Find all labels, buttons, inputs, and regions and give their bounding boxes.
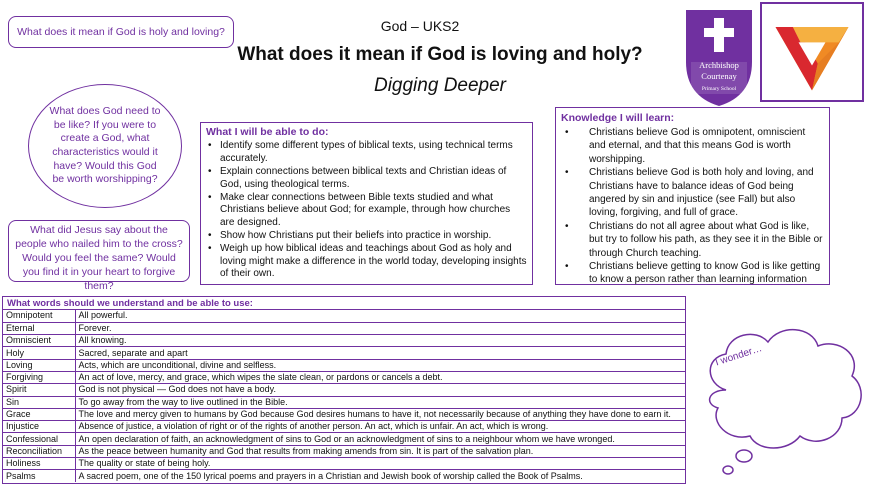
vocab-term: Holy xyxy=(3,347,75,359)
vocab-term: Psalms xyxy=(3,470,75,482)
brand-triangle-logo xyxy=(760,2,864,102)
question-text: What does it mean if God is holy and loving? xyxy=(17,26,225,38)
thought-cloud xyxy=(696,318,868,480)
able-to-do-box xyxy=(200,122,533,285)
vocabulary-table-box xyxy=(2,296,686,484)
vocab-term: Eternal xyxy=(3,322,75,334)
vocab-definition: As the peace between humanity and God that results from making amends from sin. It is part of the salvation plan. xyxy=(75,445,685,457)
table-row xyxy=(3,335,685,347)
table-row xyxy=(3,371,685,383)
table-row xyxy=(3,384,685,396)
vocab-definition: God is not physical — God does not have a body. xyxy=(75,384,685,396)
vocab-definition: Forever. xyxy=(75,322,685,334)
vocab-term: Reconciliation xyxy=(3,445,75,457)
vocabulary-table xyxy=(3,310,685,482)
vocab-definition: Absence of justice, a violation of right or of the rights of another person. An act, which is unfair. An act, which is wrong. xyxy=(75,421,685,433)
table-row xyxy=(3,445,685,457)
table-row xyxy=(3,470,685,482)
knowledge-item: • Christians believe getting to know God is like getting to know a person rather than learning information xyxy=(561,260,824,287)
vocab-definition: Sacred, separate and apart xyxy=(75,347,685,359)
vocab-term: Holiness xyxy=(3,458,75,470)
vocab-term: Omnipotent xyxy=(3,310,75,322)
table-row xyxy=(3,347,685,359)
vocab-definition: The love and mercy given to humans by God because God desires humans to have it, not necessarily because of anything they have done to earn it. xyxy=(75,408,685,420)
knowledge-item: • Christians do not all agree about what God is like, but try to follow his path, as they see it in the Bible or through Church teaching. xyxy=(561,220,824,260)
vocab-definition: All knowing. xyxy=(75,335,685,347)
table-row xyxy=(3,458,685,470)
table-row xyxy=(3,396,685,408)
question-text: What did Jesus say about the people who nailed him to the cross? Would you feel the same? Would you find it in your heart to forgive them? xyxy=(15,224,183,292)
vocab-term: Injustice xyxy=(3,421,75,433)
table-row xyxy=(3,359,685,371)
able-title: What I will be able to do: xyxy=(206,126,329,138)
vocab-term: Sin xyxy=(3,396,75,408)
school-name-line3: Primary School xyxy=(701,86,737,92)
vocab-term: Grace xyxy=(3,408,75,420)
vocab-term: Spirit xyxy=(3,384,75,396)
question-text: What does God need to be like? If you were to create a God, what characteristics would it have? Would this God be worth worshipping? xyxy=(49,105,161,186)
knowledge-title: Knowledge I will learn: xyxy=(561,112,675,124)
vocab-definition: An open declaration of faith, an acknowledgment of sins to God or an acknowledgment of sins to a neighbour whom we have wronged. xyxy=(75,433,685,445)
able-item: • Explain connections between biblical texts and Christian ideas of God, using theological terms. xyxy=(206,166,527,192)
vocab-term: Forgiving xyxy=(3,371,75,383)
school-name-line1: Archbishop xyxy=(699,60,739,70)
vocab-definition: Acts, which are unconditional, divine and selfless. xyxy=(75,359,685,371)
vocab-definition: An act of love, mercy, and grace, which wipes the slate clean, or pardons or cancels a debt. xyxy=(75,371,685,383)
vocab-term: Confessional xyxy=(3,433,75,445)
able-item: • Weigh up how biblical ideas and teachings about God as holy and loving might make a difference in the world today, developing insights of their own. xyxy=(206,243,527,281)
table-row xyxy=(3,408,685,420)
school-crest-logo xyxy=(682,4,756,108)
vocab-definition: The quality or state of being holy. xyxy=(75,458,685,470)
vocab-definition: All powerful. xyxy=(75,310,685,322)
able-list xyxy=(206,140,527,281)
knowledge-item: • Christians believe God is omnipotent, omniscient and eternal, and that this means God is worth worshipping. xyxy=(561,126,824,166)
school-name-line2: Courtenay xyxy=(701,71,737,81)
vocab-term: Loving xyxy=(3,359,75,371)
table-row xyxy=(3,433,685,445)
page-subtitle: Digging Deeper xyxy=(373,75,507,96)
vocab-definition: To go away from the way to live outlined in the Bible. xyxy=(75,396,685,408)
cloud-text: I wonder… xyxy=(714,343,764,369)
vocab-definition: A sacred poem, one of the 150 lyrical poems and prayers in a Christian and Jewish book of worship called the Book of Psalms. xyxy=(78,470,583,481)
able-item: • Make clear connections between Bible texts studied and what Christians believe about God; for example, through how churches are designed. xyxy=(206,192,527,230)
knowledge-item: • Christians believe God is both holy and loving, and Christians have to balance ideas of God being angered by sin and injustice (see Fall) but also loving, forgiving, and full of grace. xyxy=(561,166,824,220)
question-box-jesus-forgive xyxy=(8,220,190,292)
table-row xyxy=(3,322,685,334)
page-title: What does it mean if God is loving and holy? xyxy=(237,44,643,65)
knowledge-box xyxy=(555,107,830,285)
vocabulary-title: What words should we understand and be able to use: xyxy=(3,297,685,310)
table-row xyxy=(3,310,685,322)
vocab-term: Omniscient xyxy=(3,335,75,347)
able-item: • Identify some different types of biblical texts, using technical terms accurately. xyxy=(206,140,527,166)
knowledge-list xyxy=(561,126,824,287)
table-row xyxy=(3,421,685,433)
subject-label: God – UKS2 xyxy=(380,18,460,34)
able-item: • Show how Christians put their beliefs into practice in worship. xyxy=(206,230,527,243)
question-circle-create-god xyxy=(28,84,182,208)
vocabulary-table-body xyxy=(3,310,685,482)
